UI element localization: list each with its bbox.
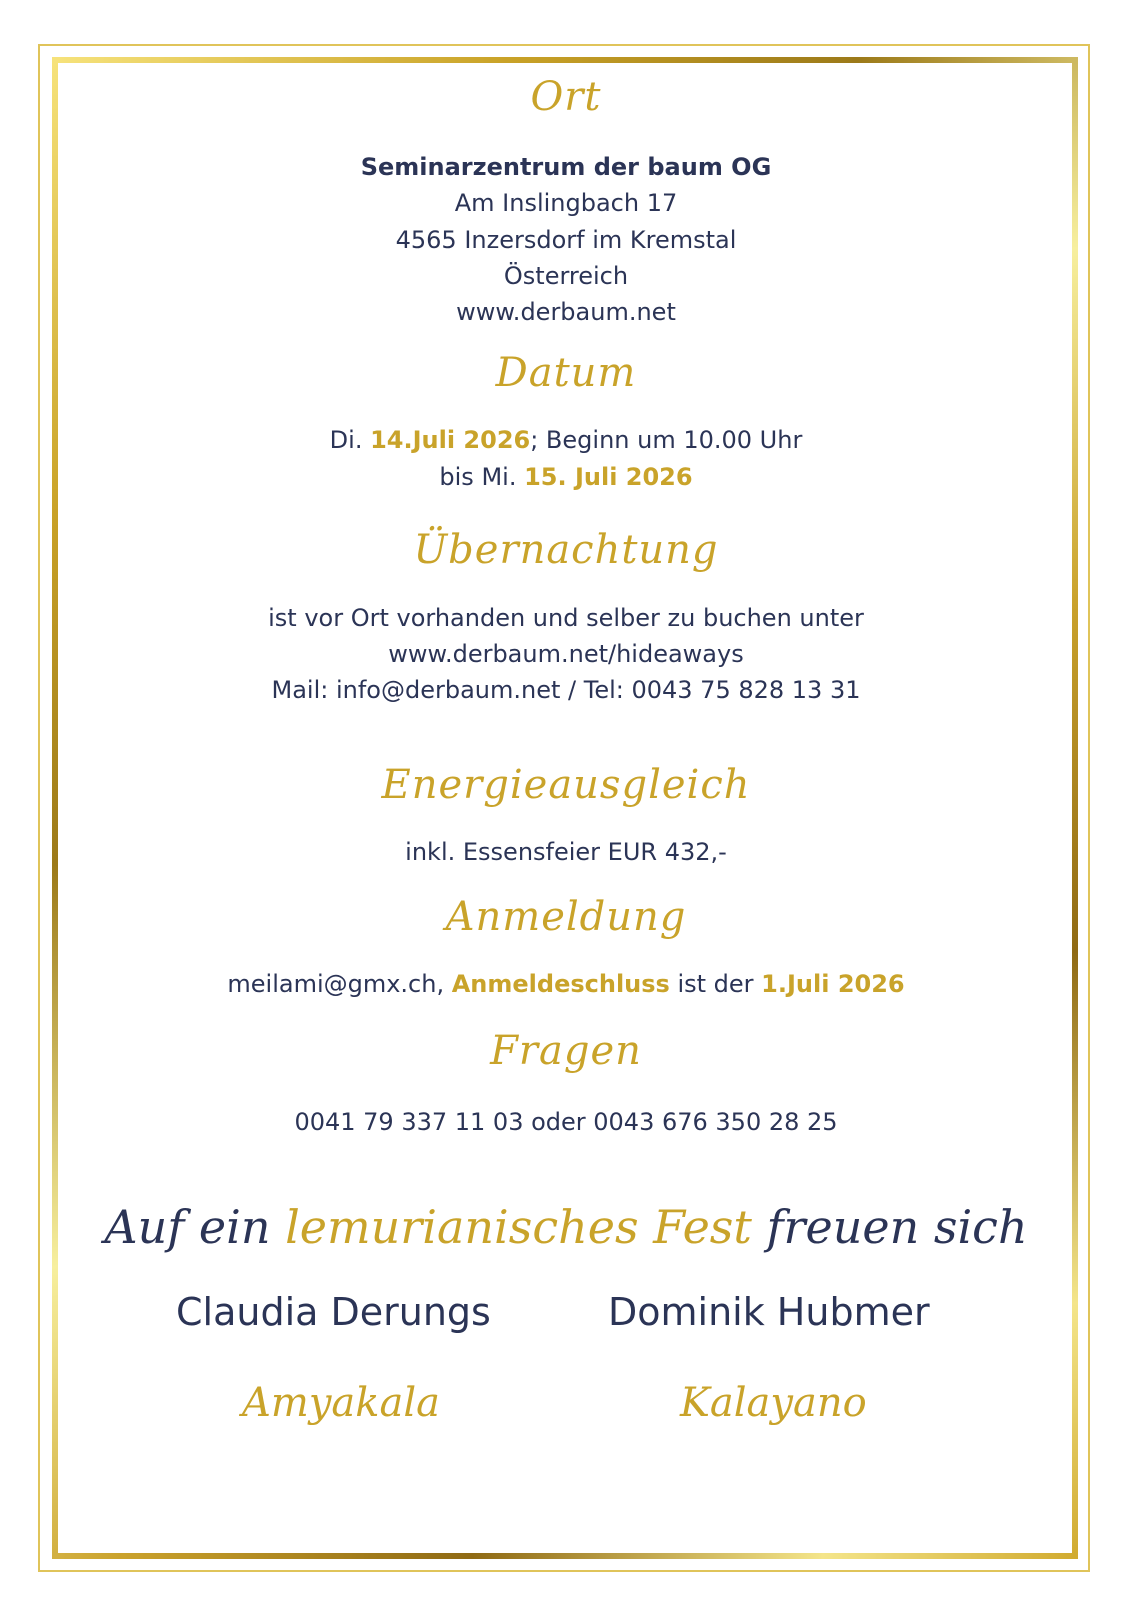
- venue-name: Seminarzentrum der baum OG: [360, 153, 772, 181]
- anmeldung-heading: Anmeldung: [445, 894, 687, 940]
- host-alias-1: Amyakala: [242, 1380, 440, 1426]
- venue-country: Österreich: [503, 262, 629, 290]
- host-name-1: Claudia Derungs: [176, 1290, 491, 1334]
- uebernachtung-line1: ist vor Ort vorhanden und selber zu buchen unter: [268, 604, 864, 632]
- venue-website: www.derbaum.net: [456, 298, 676, 326]
- datum-end-line: [0, 463, 1132, 491]
- datum-start-suffix: ; Beginn um 10.00 Uhr: [530, 426, 803, 454]
- anmeldung-email: meilami@gmx.ch,: [227, 970, 452, 998]
- uebernachtung-line3: Mail: info@derbaum.net / Tel: 0043 75 828 13 31: [271, 676, 861, 704]
- datum-heading: Datum: [495, 350, 637, 396]
- anmeldung-middle: ist der: [669, 970, 762, 998]
- datum-end-prefix: bis Mi.: [439, 463, 525, 491]
- signoff-line: [0, 1200, 1132, 1254]
- anmeldung-deadline-label: Anmeldeschluss: [451, 970, 670, 998]
- datum-start-prefix: Di.: [329, 426, 371, 454]
- signoff-part2: lemurianisches Fest: [285, 1200, 752, 1254]
- uebernachtung-line2: www.derbaum.net/hideaways: [388, 640, 744, 668]
- signoff-part3: freuen sich: [751, 1200, 1028, 1254]
- venue-city: 4565 Inzersdorf im Kremstal: [395, 226, 737, 254]
- venue-street: Am Inslingbach 17: [454, 189, 678, 217]
- host-name-2: Dominik Hubmer: [608, 1290, 930, 1334]
- signoff-part1: Auf ein: [104, 1200, 286, 1254]
- fragen-phones: 0041 79 337 11 03 oder 0043 676 350 28 25: [294, 1108, 838, 1136]
- energieausgleich-heading: Energieausgleich: [381, 762, 751, 808]
- datum-start-date: 14.Juli 2026: [370, 426, 531, 454]
- datum-start-line: [0, 426, 1132, 454]
- energieausgleich-line: inkl. Essensfeier EUR 432,-: [405, 838, 727, 866]
- anmeldung-line: [0, 970, 1132, 998]
- uebernachtung-heading: Übernachtung: [413, 527, 719, 573]
- anmeldung-deadline-date: 1.Juli 2026: [761, 970, 905, 998]
- fragen-heading: Fragen: [490, 1028, 642, 1074]
- datum-end-date: 15. Juli 2026: [524, 463, 693, 491]
- ort-heading: Ort: [530, 74, 602, 120]
- host-alias-2: Kalayano: [680, 1380, 867, 1426]
